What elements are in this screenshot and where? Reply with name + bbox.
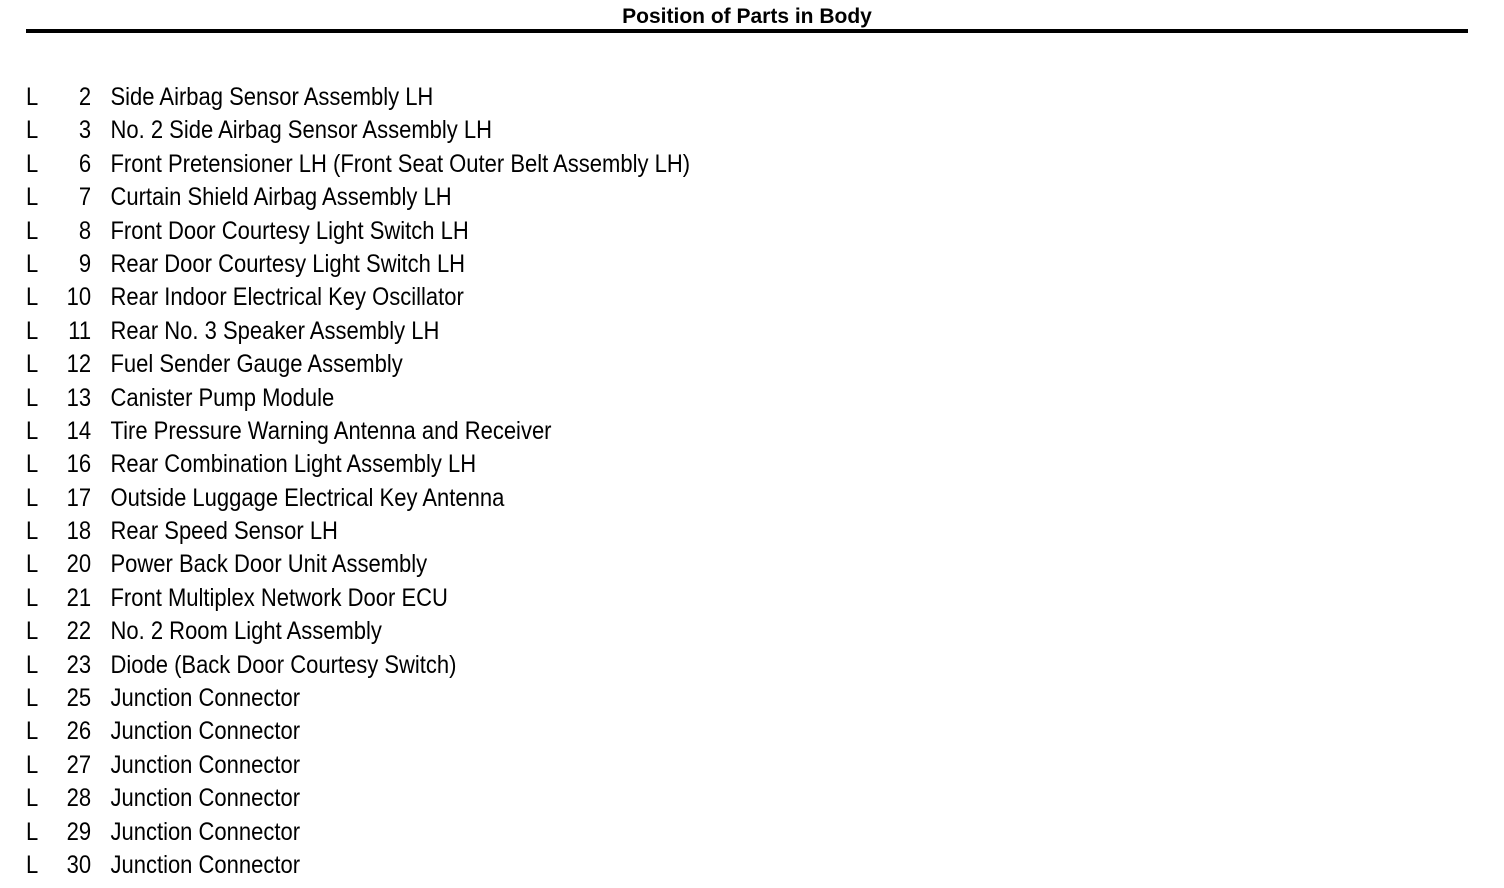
part-name: Rear Indoor Electrical Key Oscillator <box>110 283 464 312</box>
list-item <box>26 582 690 615</box>
part-location-code: L <box>26 450 39 479</box>
part-number: 16 <box>66 450 92 479</box>
part-name: Tire Pressure Warning Antenna and Receiver <box>110 416 552 445</box>
list-item <box>26 448 690 481</box>
part-number: 25 <box>66 684 92 713</box>
part-name: Power Back Door Unit Assembly <box>110 550 428 579</box>
list-item <box>26 348 690 381</box>
part-number: 29 <box>66 817 92 846</box>
part-location-code: L <box>26 350 39 379</box>
list-item <box>26 749 690 782</box>
list-item <box>26 81 690 114</box>
part-location-code: L <box>26 784 39 813</box>
part-location-code: L <box>26 183 39 212</box>
part-location-code: L <box>26 483 39 512</box>
part-location-code: L <box>26 416 39 445</box>
part-name: Rear No. 3 Speaker Assembly LH <box>110 316 440 345</box>
part-name: Junction Connector <box>110 784 301 813</box>
part-name: Curtain Shield Airbag Assembly LH <box>110 183 452 212</box>
list-item <box>26 849 690 882</box>
part-name: Junction Connector <box>110 817 301 846</box>
list-item <box>26 548 690 581</box>
part-location-code: L <box>26 283 39 312</box>
part-location-code: L <box>26 116 39 145</box>
part-number: 17 <box>66 483 92 512</box>
part-location-code: L <box>26 684 39 713</box>
part-location-code: L <box>26 817 39 846</box>
list-item <box>26 782 690 815</box>
part-number: 10 <box>66 283 92 312</box>
part-number: 18 <box>66 517 92 546</box>
part-number: 6 <box>78 149 92 178</box>
list-item <box>26 215 690 248</box>
part-number: 3 <box>78 116 92 145</box>
list-item <box>26 248 690 281</box>
list-item <box>26 382 690 415</box>
part-number: 7 <box>78 183 92 212</box>
list-item <box>26 114 690 147</box>
part-name: Diode (Back Door Courtesy Switch) <box>110 650 457 679</box>
part-location-code: L <box>26 550 39 579</box>
title-divider <box>26 29 1468 33</box>
part-number: 13 <box>66 383 92 412</box>
part-name: Rear Combination Light Assembly LH <box>110 450 477 479</box>
part-location-code: L <box>26 850 39 879</box>
part-number: 23 <box>66 650 92 679</box>
list-item <box>26 682 690 715</box>
list-item <box>26 649 690 682</box>
part-location-code: L <box>26 583 39 612</box>
part-name: No. 2 Side Airbag Sensor Assembly LH <box>110 116 493 145</box>
list-item <box>26 148 690 181</box>
part-name: Junction Connector <box>110 717 301 746</box>
part-number: 20 <box>66 550 92 579</box>
part-name: Junction Connector <box>110 684 301 713</box>
part-name: Front Door Courtesy Light Switch LH <box>110 216 469 245</box>
part-location-code: L <box>26 149 39 178</box>
part-name: Side Airbag Sensor Assembly LH <box>110 83 434 111</box>
part-number: 26 <box>66 717 92 746</box>
list-item <box>26 482 690 515</box>
part-location-code: L <box>26 83 39 111</box>
part-number: 8 <box>78 216 92 245</box>
list-item <box>26 615 690 648</box>
part-location-code: L <box>26 750 39 779</box>
list-item <box>26 315 690 348</box>
list-item <box>26 816 690 849</box>
list-item <box>26 515 690 548</box>
parts-list <box>26 81 781 882</box>
part-name: Outside Luggage Electrical Key Antenna <box>110 483 505 512</box>
part-location-code: L <box>26 383 39 412</box>
part-location-code: L <box>26 316 39 345</box>
part-number: 21 <box>66 583 92 612</box>
part-number: 27 <box>66 750 92 779</box>
page-title: Position of Parts in Body <box>622 5 872 28</box>
part-location-code: L <box>26 717 39 746</box>
part-name: No. 2 Room Light Assembly <box>110 617 382 646</box>
part-number: 11 <box>68 316 92 345</box>
part-location-code: L <box>26 517 39 546</box>
part-location-code: L <box>26 650 39 679</box>
part-location-code: L <box>26 249 39 278</box>
list-item <box>26 181 690 214</box>
list-item <box>26 715 690 748</box>
part-name: Junction Connector <box>110 750 301 779</box>
part-number: 28 <box>66 784 92 813</box>
part-name: Canister Pump Module <box>110 383 335 412</box>
part-name: Rear Door Courtesy Light Switch LH <box>110 249 466 278</box>
part-name: Fuel Sender Gauge Assembly <box>110 350 403 379</box>
part-number: 12 <box>66 350 92 379</box>
list-item <box>26 281 690 314</box>
part-name: Rear Speed Sensor LH <box>110 517 338 546</box>
part-name: Front Pretensioner LH (Front Seat Outer Belt Assembly LH) <box>110 149 691 178</box>
part-number: 2 <box>78 83 92 111</box>
part-location-code: L <box>26 216 39 245</box>
part-number: 9 <box>78 249 92 278</box>
part-name: Front Multiplex Network Door ECU <box>110 583 448 612</box>
part-name: Junction Connector <box>110 850 301 879</box>
part-number: 22 <box>66 617 92 646</box>
list-item <box>26 415 690 448</box>
part-location-code: L <box>26 617 39 646</box>
part-number: 30 <box>66 850 92 879</box>
part-number: 14 <box>66 416 92 445</box>
